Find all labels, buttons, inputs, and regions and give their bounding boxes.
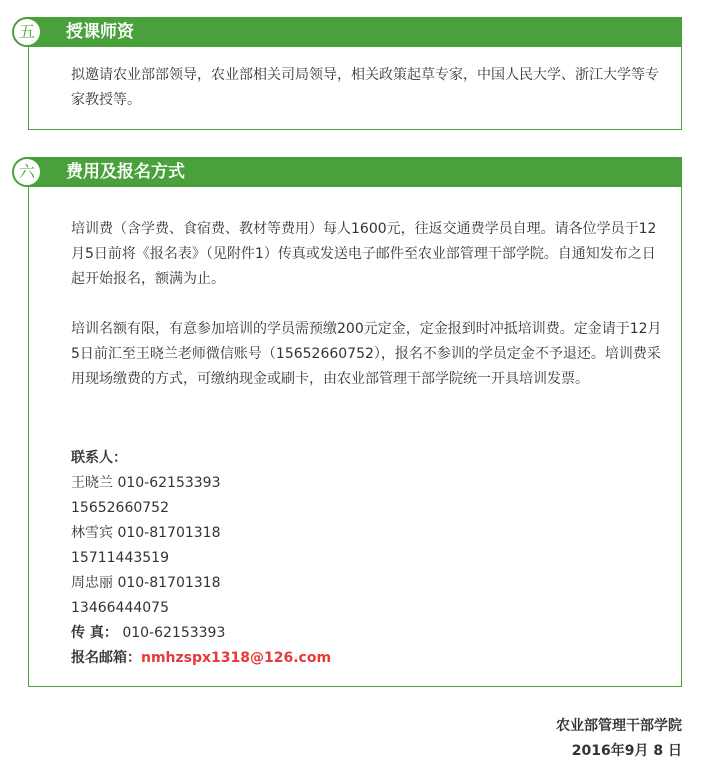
teachers-paragraph: 拟邀请农业部部领导，农业部相关司局领导，相关政策起草专家，中国人民大学、浙江大学等专家教授等。 bbox=[71, 67, 659, 108]
section-title: 费用及报名方式 bbox=[66, 162, 185, 182]
email-line bbox=[71, 646, 331, 671]
email-label: 报名邮箱： bbox=[71, 650, 141, 666]
section-fees-registration bbox=[12, 157, 682, 689]
fees-paragraph: 培训费（含学费、食宿费、教材等费用）每人1600元，往返交通费学员自理。请各位学员于12月5日前将《报名表》（见附件1）传真或发送电子邮件至农业部管理干部学院。自通知发布之日起开始报名，额满为止。 bbox=[71, 221, 657, 287]
section-content-box bbox=[28, 187, 682, 687]
contact-zhou-mobile: 13466444075 bbox=[71, 600, 169, 616]
fax-number: 010-62153393 bbox=[122, 625, 226, 641]
contact-lin-mobile: 15711443519 bbox=[71, 550, 169, 566]
section-number-badge: 五 bbox=[12, 17, 42, 47]
contact-wang-mobile: 15652660752 bbox=[71, 500, 169, 516]
fax-label: 传 真： bbox=[71, 625, 118, 641]
section-content-box bbox=[28, 47, 682, 130]
footer-organization: 农业部管理干部学院 bbox=[556, 718, 682, 734]
contacts-label: 联系人： bbox=[71, 450, 127, 466]
footer-date: 2016年9月 8 日 bbox=[571, 743, 682, 759]
section-title: 授课师资 bbox=[66, 22, 134, 42]
fax-line bbox=[71, 621, 225, 646]
section-teachers bbox=[12, 17, 682, 132]
contact-lin-phone: 林雪宾 010-81701318 bbox=[71, 525, 221, 541]
contact-wang-phone: 王晓兰 010-62153393 bbox=[71, 475, 221, 491]
section-header-bar bbox=[28, 17, 682, 47]
deposit-paragraph: 培训名额有限，有意参加培训的学员需预缴200元定金，定金报到时冲抵培训费。定金请于12月5日前汇至王晓兰老师微信账号（15652660752），报名不参训的学员定金不予退还。培训费采用现场缴费的方式，可缴纳现金或刷卡，由农业部管理干部学院统一开具培训发票。 bbox=[71, 321, 662, 387]
section-header-bar bbox=[28, 157, 682, 187]
contact-zhou-phone: 周忠丽 010-81701318 bbox=[71, 575, 221, 591]
section-number-badge: 六 bbox=[12, 157, 42, 187]
email-link[interactable]: nmhzspx1318@126.com bbox=[141, 650, 332, 666]
